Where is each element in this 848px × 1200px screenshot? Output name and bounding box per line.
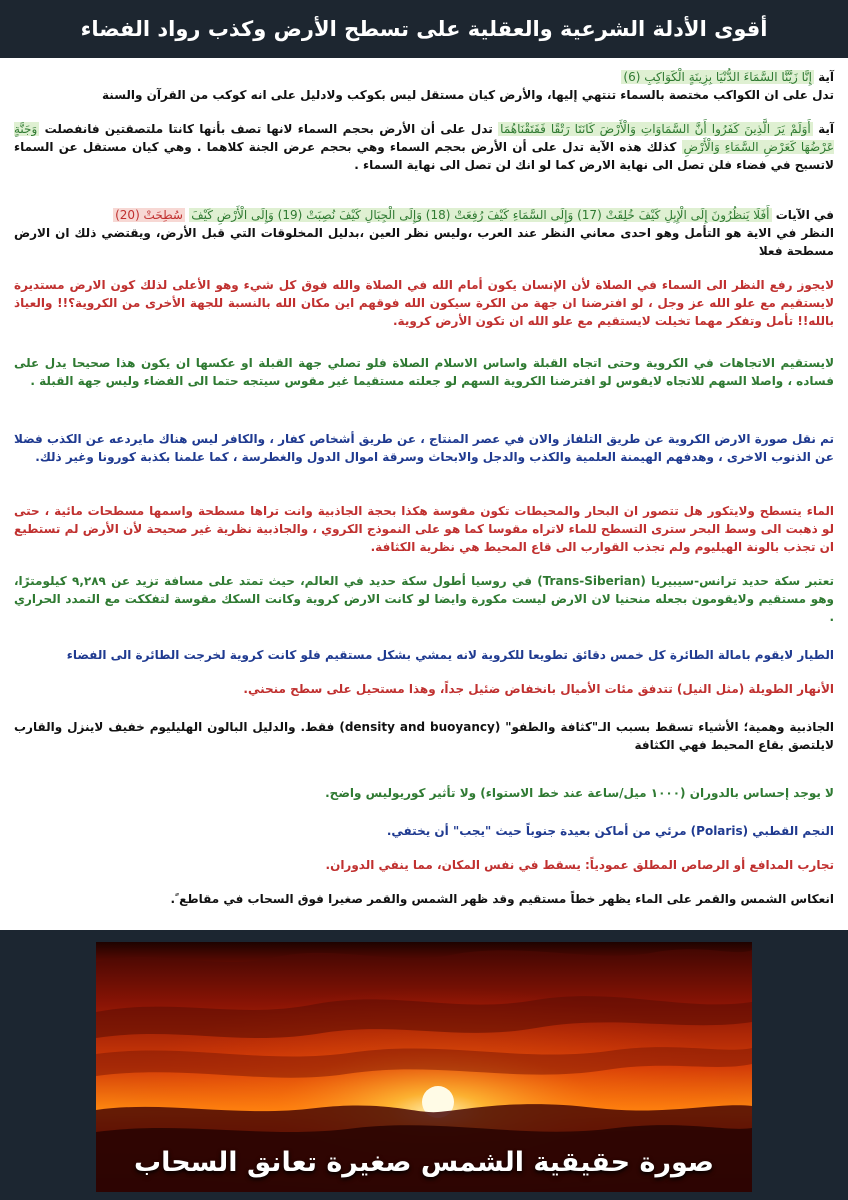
- paragraph-9: الطيار لايقوم بامالة الطائرة كل خمس دقائق تطويعا للكروية لانه يمشي بشكل مستقيم فلو كانت كروية لخرجت الطائرة الى الفضاء: [66, 648, 834, 662]
- photo-caption: صورة حقيقية الشمس صغيرة تعانق السحاب: [133, 1147, 715, 1178]
- quran-verse: أَوَلَمْ يَرَ الَّذِينَ كَفَرُوا أَنَّ السَّمَاوَاتِ وَالْأَرْضَ كَانَتَا رَتْقًا فَفَتَقْنَاهُمَا: [500, 122, 811, 136]
- quran-verse-end: سُطِحَتْ (20): [115, 208, 183, 222]
- quran-verse: وَجَنَّةٍ عَرْضُهَا كَعَرْضِ السَّمَاءِ وَالْأَرْضِ: [14, 122, 834, 154]
- paragraph-8: تعتبر سكة حديد ترانس-سيبيريا (Trans-Siberian) في روسيا أطول سكة حديد في العالم، حيث تمتد على مسافة تزيد عن ٩,٢٨٩ كيلومترًا، وهو مستقيم ولايقومون بجعله منحنيا لان الارض ليست مكورة وايضا لو كانت الارض كروية وكانت السكك مقوسة لتفككت مع التمدد الحراري .: [14, 574, 834, 624]
- paragraph-text: كذلك هذه الآية تدل على أن الأرض بحجم السماء وهي بحجم عرض الجنة كلاهما . وهي كيان مستقل عن السماء لاتسبح في فضاء فلن تصل الى نهاية الارض كما لو انك لن تصل الى نهاية السماء .: [14, 140, 834, 172]
- article-body: [0, 60, 848, 928]
- quran-verse: إِنَّا زَيَّنَّا السَّمَاءَ الدُّنْيَا بِزِينَةٍ الْكَوَاكِبِ (6): [623, 70, 812, 84]
- paragraph-14: تجارب المدافع أو الرصاص المطلق عمودياً: يسقط في نفس المكان، مما ينفي الدوران.: [325, 858, 834, 872]
- paragraph-text: تدل على ان الكواكب مختصة بالسماء تنتهي إليها، والأرض كيان مستقل ليس بكوكب ولادليل على انه كوكب من القرآن والسنة: [102, 88, 834, 102]
- paragraph-text: النظر في الاية هو التأمل وهو احدى معاني النظر عند العرب ،وليس نظر العين ،بدليل المخلوقات التي قبل الأرض، ويقتضي ذلك ان الارض مسطحة فعلا: [14, 226, 834, 258]
- paragraph-7: الماء يتسطح ولايتكور هل تتصور ان البحار والمحيطات تكون مقوسة هكذا بحجة الجاذبية وانت تراها مسطحة واسمها مسطحات مائية ، حتى لو ذهبت الى وسط البحر سترى التسطح للماء لاتراه مقوسا كما هو على النموذج الكروي ، والجاذبية نظرية غير صحيحة لأن الأرض لم تستطيع ان تجذب بالونة الهيليوم ولم تجذب القوارب الى قاع المحيط هي نظرية الكثافة.: [14, 504, 834, 554]
- paragraph-4: لايجوز رفع النظر الى السماء في الصلاة لأن الإنسان يكون أمام الله في الصلاة والله فوق كل شيء وهو الأعلى لذلك كون الارض مستديرة لايستقيم مع علو الله عز وجل ، لو افترضنا ان جهة من الكرة سيكون الله فوقهم اين مكان الله بالنسبة للجهة الأخرى من الكروية؟!! والعياذ بالله!! تأمل وتفكر مهما تخيلت لايستقيم مع علو الله ان تكون الأرض كروية.: [14, 278, 834, 328]
- quran-verse: أَفَلَا يَنظُرُونَ إِلَى الْإِبِلِ كَيْفَ خُلِقَتْ (17) وَإِلَى السَّمَاءِ كَيْفَ رُفِعَتْ (18) وَإِلَى الْجِبَالِ كَيْفَ نُصِبَتْ (19) وَإِلَى الْأَرْضِ كَيْفَ: [191, 208, 770, 222]
- paragraph-10: الأنهار الطويلة (مثل النيل) تتدفق مئات الأميال بانخفاض ضئيل جداً، وهذا مستحيل على سطح منحني.: [243, 682, 834, 696]
- paragraph-1: [14, 68, 834, 104]
- page-header: [0, 0, 848, 58]
- paragraph-5: لايستقيم الاتجاهات في الكروية وحتى اتجاه القبلة واساس الاسلام الصلاة فلو تصلي جهة القبلة او عكسها ان يكون هذا صحيحا يدل على فساده ، واصلا السهم للاتجاه لايقوس لو افترضنا الكروية السهم لو جعلته مستقيما غير مقوس سيتجه حتما الى الفضاء وليس جهة القبلة .: [14, 356, 834, 388]
- paragraph-12: لا يوجد إحساس بالدوران (١٠٠٠ ميل/ساعة عند خط الاستواء) ولا تأثير كوريوليس واضح.: [325, 786, 834, 800]
- paragraph-6: تم نقل صورة الارض الكروية عن طريق التلفاز والان في عصر المنتاج ، عن طريق أشخاص كفار ، والكافر ليس هناك مايردعه عن الكذب فضلا عن الذنوب الاخرى ، وهدفهم الهيمنة العلمية والكذب والدجل والابحاث وسرقة اموال الدول والغطرسة ، كما علمنا بكذبة كورونا وغير ذلك.: [14, 432, 834, 464]
- verse-label: في الآيات: [775, 208, 834, 222]
- paragraph-3: [14, 206, 834, 260]
- verse-label: آية: [818, 122, 834, 136]
- paragraph-11: الجاذبية وهمية؛ الأشياء تسقط بسبب الـ"كثافة والطفو" (density and buoyancy) فقط. والدليل البالون الهليليوم خفيف لاينزل والقارب لايلتصق بقاع المحيط فهي الكثافة: [14, 720, 834, 752]
- paragraph-2: [14, 120, 834, 174]
- paragraph-text: تدل على أن الأرض بحجم السماء لانها تصف بأنها كانتا ملتصقتين فانفصلت: [44, 122, 493, 136]
- page-title: أقوى الأدلة الشرعية والعقلية على تسطح الأرض وكذب رواد الفضاء: [80, 17, 768, 41]
- sunset-photo: [96, 942, 752, 1192]
- paragraph-15: انعكاس الشمس والقمر على الماء يظهر خطاً مستقيم وقد ظهر الشمس والقمر صغيرا فوق السحاب في مقاطع ً.: [170, 892, 834, 906]
- verse-label: آية: [818, 70, 834, 84]
- paragraph-13: النجم القطبي (Polaris) مرئي من أماكن بعيدة جنوباً حيث "يجب" أن يختفي.: [386, 824, 834, 838]
